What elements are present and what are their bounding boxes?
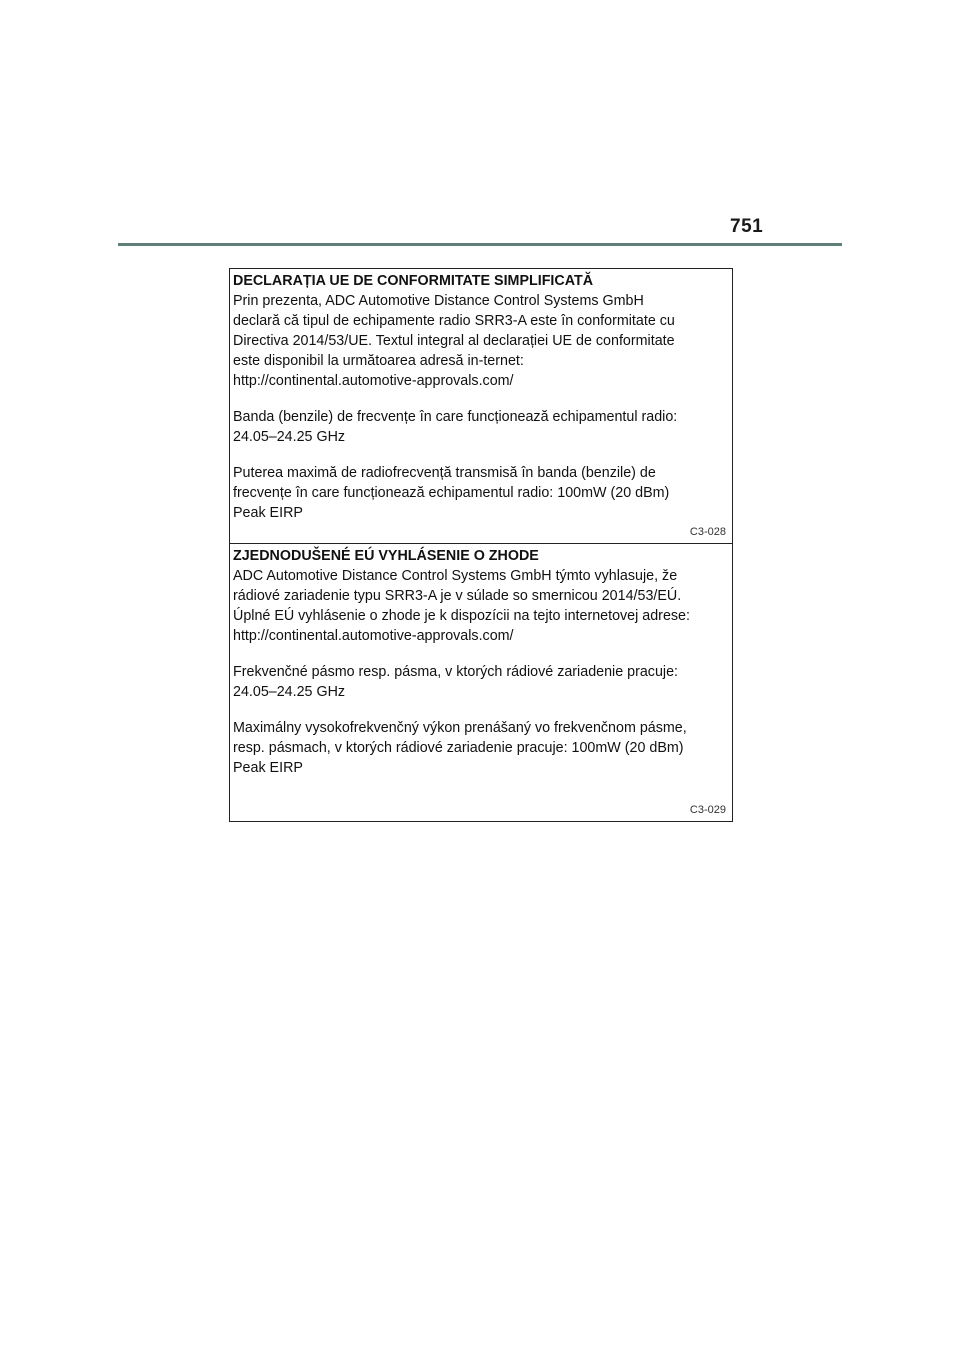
page-number: 751 bbox=[730, 216, 764, 237]
declaration-sk-line: ADC Automotive Distance Control Systems GmbH týmto vyhlasuje, že bbox=[233, 568, 678, 584]
declaration-sk-line: Úplné EÚ vyhlásenie o zhode je k dispozícii na tejto internetovej adrese: bbox=[233, 608, 690, 624]
declaration-ro-line: este disponibil la următoarea adresă in-ternet: bbox=[233, 353, 524, 369]
declaration-ro-line: Puterea maximă de radiofrecvență transmisă în banda (benzile) de bbox=[233, 465, 656, 481]
declaration-ro-line: 24.05–24.25 GHz bbox=[233, 429, 346, 445]
declaration-sk-code: C3-029 bbox=[689, 804, 726, 816]
declaration-sk-line: 24.05–24.25 GHz bbox=[233, 684, 346, 700]
declaration-sk bbox=[230, 543, 732, 821]
declaration-ro bbox=[230, 271, 732, 543]
declaration-sk-line: resp. pásmach, v ktorých rádiové zariadenie pracuje: 100mW (20 dBm) bbox=[233, 740, 684, 756]
paragraph-gap bbox=[233, 646, 729, 662]
paragraph-gap bbox=[233, 391, 729, 407]
declaration-ro-line: declară că tipul de echipamente radio SRR3-A este în conformitate cu bbox=[233, 313, 675, 329]
declaration-ro-code: C3-028 bbox=[689, 526, 726, 538]
declaration-sk-url: http://continental.automotive-approvals.com/ bbox=[233, 628, 514, 644]
declaration-ro-line: Banda (benzile) de frecvențe în care funcționează echipamentul radio: bbox=[233, 409, 678, 425]
declaration-box bbox=[229, 268, 733, 822]
paragraph-gap bbox=[233, 447, 729, 463]
declaration-ro-url: http://continental.automotive-approvals.com/ bbox=[233, 373, 514, 389]
declaration-sk-line: rádiové zariadenie typu SRR3-A je v súlade so smernicou 2014/53/EÚ. bbox=[233, 588, 682, 604]
paragraph-gap bbox=[233, 702, 729, 718]
declaration-sk-title: ZJEDNODUŠENÉ EÚ VYHLÁSENIE O ZHODE bbox=[233, 548, 539, 564]
declaration-sk-line: Frekvenčné pásmo resp. pásma, v ktorých rádiové zariadenie pracuje: bbox=[233, 664, 679, 680]
declaration-sk-line: Maximálny vysokofrekvenčný výkon prenášaný vo frekvenčnom pásme, bbox=[233, 720, 687, 736]
declaration-ro-line: Prin prezenta, ADC Automotive Distance Control Systems GmbH bbox=[233, 293, 644, 309]
declaration-sk-line: Peak EIRP bbox=[233, 760, 303, 776]
header-rule bbox=[118, 243, 842, 246]
declaration-ro-title: DECLARAȚIA UE DE CONFORMITATE SIMPLIFICATĂ bbox=[233, 273, 594, 289]
declaration-ro-line: frecvențe în care funcționează echipamentul radio: 100mW (20 dBm) bbox=[233, 485, 670, 501]
declaration-ro-line: Directiva 2014/53/UE. Textul integral al declarației UE de conformitate bbox=[233, 333, 675, 349]
declaration-ro-line: Peak EIRP bbox=[233, 505, 303, 521]
